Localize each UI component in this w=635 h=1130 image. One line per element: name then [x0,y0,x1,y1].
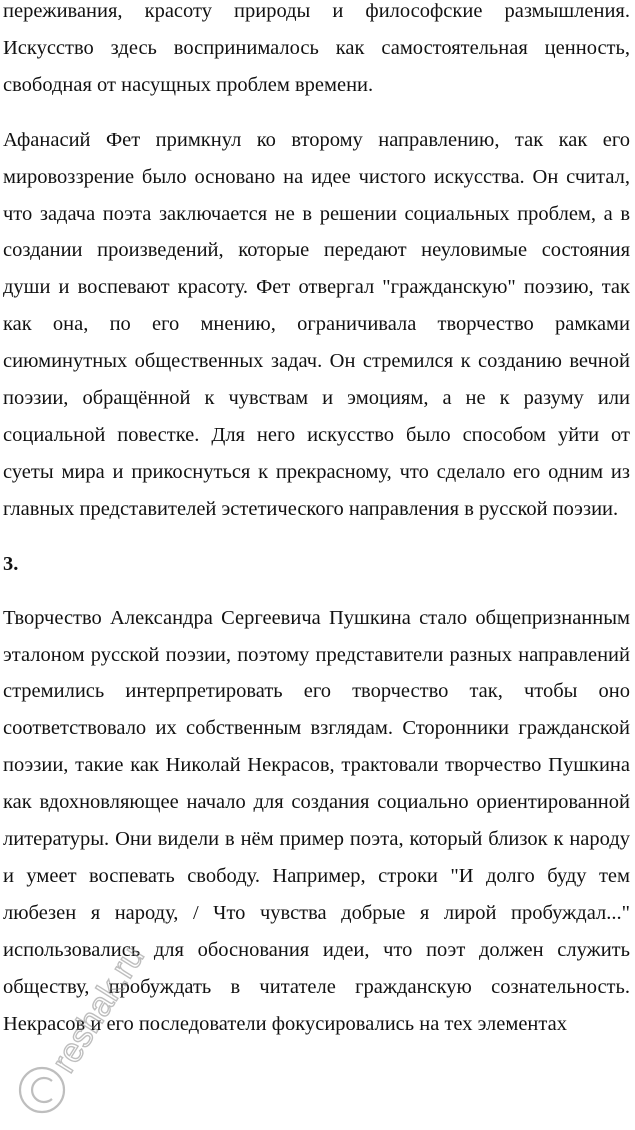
section-heading-3: 3. [3,552,19,575]
paragraph-fet: Афанасий Фет примкнул ко второму направлению, так как его мировоззрение было основано на идее чистого искусства. Он считал, что задача поэта заключается не в решении социальных проблем, а в создании произведений, которые передают неуловимые состояния души и воспевают красоту. Фет отвергал "гражданскую" поэзию, так как она, по его мнению, ограничивала творчество рамками сиюминутных общественных задач. Он стремился к созданию вечной поэзии, обращённой к чувствам и эмоциям, а не к разуму или социальной повестке. Для него искусство было способом уйти от суеты мира и прикоснуться к прекрасному, что сделало его одним из главных представителей эстетического направления в русской поэзии. [3,128,630,520]
paragraph-nature-art: переживания, красоту природы и философские размышления. Искусство здесь воспринималось как самостоятельная ценность, свободная от насущных проблем времени. [3,0,630,96]
paragraph-pushkin: Творчество Александра Сергеевича Пушкина стало общепризнанным эталоном русской поэзии, поэтому представители разных направлений стремились интерпретировать его творчество так, чтобы оно соответствовало их собственным взглядам. Сторонники гражданской поэзии, такие как Николай Некрасов, трактовали творчество Пушкина как вдохновляющее начало для создания социально ориентированной литературы. Они видели в нём пример поэта, который близок к народу и умеет воспевать свободу. Например, строки "И долго буду тем любезен я народу, / Что чувства добрые я лирой пробуждал..." использовались для обоснования идеи, что поэт должен служить обществу, пробуждать в читателе гражданскую сознательность. Некрасов и его последователи фокусировались на тех элементах [3,606,630,1035]
watermark-text: reshak.ru [44,938,152,1080]
document-page [3,0,630,1042]
